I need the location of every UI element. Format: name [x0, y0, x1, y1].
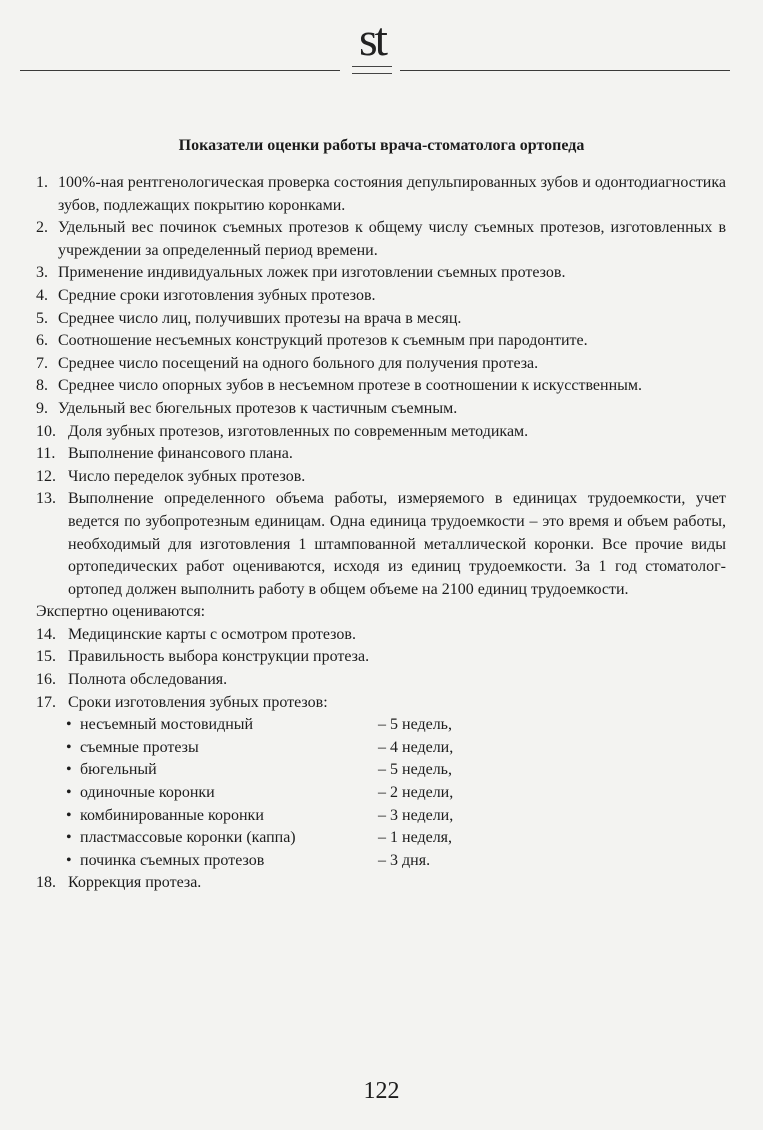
list-item: [36, 443, 726, 466]
term-value: – 2 недели,: [378, 784, 454, 802]
item-number: 8.: [36, 377, 48, 395]
term-name: съемные протезы: [80, 738, 199, 756]
item-number: 17.: [36, 693, 56, 711]
term-row: [66, 850, 726, 873]
list-item: [36, 217, 726, 262]
term-name: одиночные коронки: [80, 784, 215, 802]
bullet-icon: •: [66, 784, 72, 802]
term-name: починка съемных протезов: [80, 851, 265, 869]
main-content: [36, 172, 726, 895]
term-row: [66, 714, 726, 737]
item-text: Среднее число посещений на одного больного для получения протеза.: [58, 354, 539, 372]
term-value: – 1 неделя,: [378, 829, 453, 847]
item-number: 12.: [36, 467, 56, 485]
list-item: [36, 262, 726, 285]
item-text: Число переделок зубных протезов.: [68, 467, 306, 485]
term-value: – 3 дня.: [378, 851, 431, 869]
bullet-icon: •: [66, 738, 72, 756]
term-row: [66, 737, 726, 760]
page-title: Показатели оценки работы врача-стоматолога ортопеда: [178, 137, 585, 154]
term-value: – 5 недель,: [378, 761, 452, 779]
term-name: бюгельный: [80, 761, 157, 779]
item-number: 2.: [36, 219, 48, 237]
expert-list: [36, 624, 726, 714]
bullet-icon: •: [66, 716, 72, 734]
item-text: Удельный вес починок съемных протезов к общему числу съемных протезов, изготовленных в учреждении за определенный период времени.: [58, 219, 726, 259]
header-rule-left: [20, 70, 340, 71]
logo-subline: [352, 66, 392, 74]
publisher-logo: [346, 10, 398, 82]
item-number: 6.: [36, 332, 48, 350]
list-item: [36, 330, 726, 353]
expert-heading: Экспертно оцениваются:: [36, 603, 206, 621]
item-number: 13.: [36, 490, 56, 508]
item-text: Средние сроки изготовления зубных протезов.: [58, 286, 376, 304]
item-text: Правильность выбора конструкции протеза.: [68, 648, 370, 666]
item-text: Удельный вес бюгельных протезов к частичным съемным.: [58, 399, 458, 417]
list-item: [36, 692, 726, 715]
list-item: [36, 308, 726, 331]
list-item: [36, 421, 726, 444]
item-number: 14.: [36, 625, 56, 643]
item-number: 3.: [36, 264, 48, 282]
terms-list: [36, 714, 726, 872]
list-item: [36, 872, 726, 895]
list-item: [36, 172, 726, 217]
bullet-icon: •: [66, 761, 72, 779]
item-number: 5.: [36, 309, 48, 327]
bullet-icon: •: [66, 829, 72, 847]
list-item: [36, 669, 726, 692]
item-number: 1.: [36, 174, 48, 191]
list-item: [36, 488, 726, 601]
item-number: 10.: [36, 422, 56, 440]
list-item: [36, 624, 726, 647]
logo-mark: st: [358, 13, 385, 66]
term-name: пластмассовые коронки (каппа): [80, 829, 296, 847]
item-number: 15.: [36, 648, 56, 666]
item-text: Медицинские карты с осмотром протезов.: [68, 625, 356, 643]
item-number: 9.: [36, 399, 48, 417]
page-number: 122: [363, 1078, 400, 1104]
item-text: Полнота обследования.: [68, 671, 228, 689]
item-number: 7.: [36, 354, 48, 372]
term-name: комбинированные коронки: [80, 806, 264, 824]
item-text: Соотношение несъемных конструкций протезов к съемным при пародонтите.: [58, 332, 588, 350]
term-row: [66, 805, 726, 828]
term-row: [66, 827, 726, 850]
item-number: 4.: [36, 286, 48, 304]
item-number: 18.: [36, 874, 56, 892]
term-value: – 4 недели,: [378, 738, 454, 756]
item-text: 100%-ная рентгенологическая проверка состояния депульпированных зубов и одонтодиагностика зубов, подлежащих покрытию коронками.: [58, 174, 726, 214]
item-text: Сроки изготовления зубных протезов:: [68, 693, 328, 711]
term-value: – 5 недель,: [378, 716, 452, 734]
list-item: [36, 398, 726, 421]
term-value: – 3 недели,: [378, 806, 454, 824]
item-text: Коррекция протеза.: [68, 874, 202, 892]
list-item: [36, 285, 726, 308]
item-text: Доля зубных протезов, изготовленных по современным методикам.: [68, 422, 529, 440]
bullet-icon: •: [66, 806, 72, 824]
header-rule-right: [400, 70, 730, 71]
term-row: [66, 782, 726, 805]
item-text: Среднее число лиц, получивших протезы на врача в месяц.: [58, 309, 462, 327]
item-text: Выполнение финансового плана.: [68, 445, 293, 463]
item-text: Выполнение определенного объема работы, измеряемого в единицах трудоемкости, учет ведется по зубопротезным единицам. Одна единица трудоемкости – это время и объем работы, необходимый для изготовления 1 штампованной металлической коронки. Все прочие виды ортопедических работ оцениваются, исходя из единиц трудоемкости. За 1 год стоматолог-ортопед должен выполнить работу в общем объеме на 2100 единиц трудоемкости.: [68, 490, 726, 598]
list-item: [36, 466, 726, 489]
list-item: [36, 353, 726, 376]
item-text: Среднее число опорных зубов в несъемном протезе в соотношении к искусственным.: [58, 377, 643, 395]
list-item: [36, 375, 726, 398]
term-name: несъемный мостовидный: [80, 716, 254, 734]
item-number: 11.: [36, 445, 56, 463]
item-text: Применение индивидуальных ложек при изготовлении съемных протезов.: [58, 264, 566, 282]
list-item: [36, 646, 726, 669]
bullet-icon: •: [66, 851, 72, 869]
item-number: 16.: [36, 671, 56, 689]
indicator-list: [36, 172, 726, 601]
term-row: [66, 759, 726, 782]
